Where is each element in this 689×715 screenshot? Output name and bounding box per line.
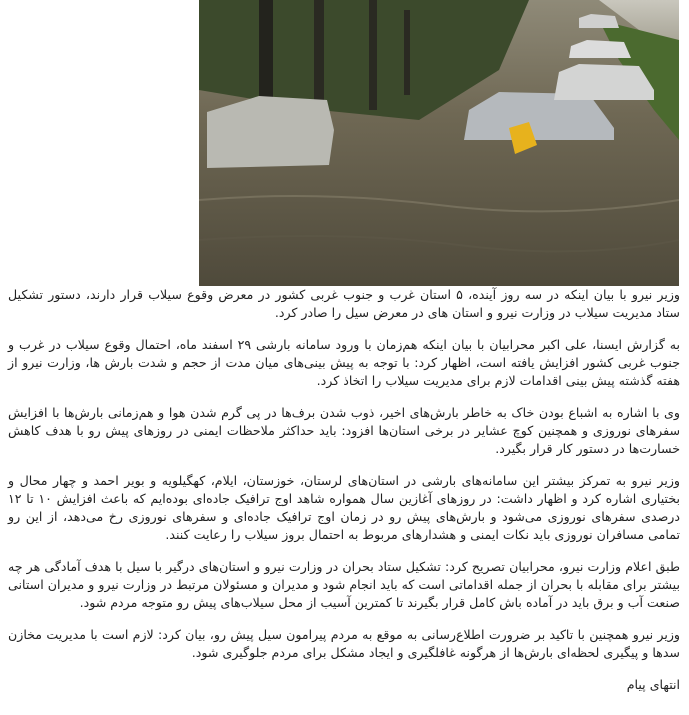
article-paragraph: وزیر نیرو به تمرکز بیشتر این سامانه‌های بارشی در استان‌های لرستان، خوزستان، ایلام، کهگیلویه و بویر احمد و چهار محال و بختیاری اشاره کرد و اظهار داشت: در روزهای آغازین سال همواره شاهد اوج ترافیک جاده‌ای بوده‌ایم که باعث افزایش ۱۰ تا ۱۲ درصدی سفرهای نوروزی می‌شود و بارش‌های پیش رو در زمان اوج ترافیک جاده‌ای و سفرهای نوروزی رخ می‌دهد، از این رو تمامی مسافران نوروزی باید نکات ایمنی و هشدارهای مربوط به احتمال بروز سیلاب را رعایت کنند.: [8, 473, 680, 542]
article-paragraph: طبق اعلام وزارت نیرو، محرابیان تصریح کرد: تشکیل ستاد بحران در وزارت نیرو و استان‌های درگیر با سیل با هدف آمادگی هر چه بیشتر برای مقابله با بحران از جمله اقداماتی است که باید انجام شود و مدیران و مسئولان مرتبط در وزارت نیرو و مدیران استانی صنعت آب و برق باید در آماده باش کامل قرار بگیرند تا کمترین آسیب از محل سیلاب‌های پیش رو متوجه مردم شود.: [8, 559, 680, 610]
article-signature: انتهای پیام: [626, 677, 680, 692]
flood-photo: [199, 0, 679, 286]
article-paragraph: به گزارش ایسنا، علی اکبر محرابیان با بیان اینکه هم‌زمان با ورود سامانه بارشی ۲۹ اسفند ماه، احتمال وقوع سیلاب در غرب و جنوب غربی کشور افزایش یافته است، اظهار کرد: با توجه به پیش بینی‌های میان مدت از حجم و شدت بارش ها، وزارت نیرو از هفته گذشته پیش بینی اقدامات لازم برای مدیریت سیلاب را اتخاذ کرد.: [8, 337, 680, 388]
submerged-car: [579, 14, 619, 28]
article-paragraph: وی با اشاره به اشباع بودن خاک به خاطر بارش‌های اخیر، ذوب شدن برف‌ها در پی گرم شدن هوا و هم‌زمانی بارش‌ها با افزایش سفرهای نوروزی و همچنین کوچ عشایر در برخی استان‌ها افزود: باید حداکثر ملاحظات ایمنی در روزهای پیش رو با هدف کاهش خسارت‌ها در دستور کار قرار بگیرد.: [8, 405, 680, 456]
article-paragraph: وزیر نیرو همچنین با تاکید بر ضرورت اطلاع‌رسانی به موقع به مردم پیرامون سیل پیش رو، بیان کرد: لازم است با مدیریت مخازن سدها و پیگیری لحظه‌ای بارش‌ها از هرگونه غافلگیری و ایجاد مشکل برای مردم جلوگیری شود.: [8, 627, 680, 660]
submerged-car: [554, 64, 654, 100]
submerged-car: [207, 96, 334, 168]
article-paragraph: وزیر نیرو با بیان اینکه در سه روز آینده، ۵ استان غرب و جنوب غربی کشور در معرض وقوع سیلاب قرار دارند، دستور تشکیل ستاد مدیریت سیلاب در وزارت نیرو و استان های در معرض سیل را صادر کرد.: [8, 287, 680, 320]
article-body: [8, 286, 680, 708]
